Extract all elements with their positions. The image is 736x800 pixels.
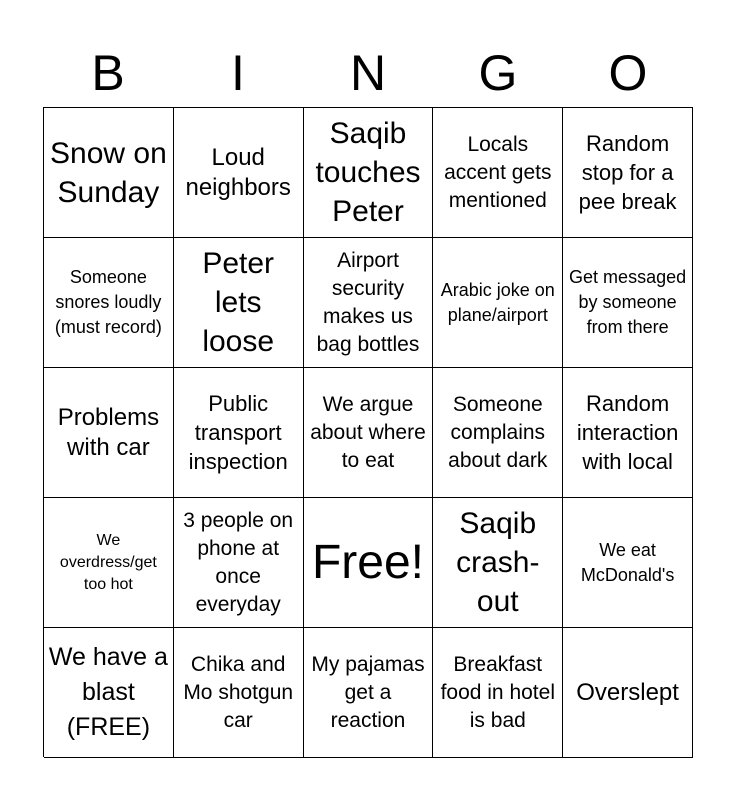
cell-text: Someone complains about dark [448, 392, 548, 472]
cell-text: We eat McDonald's [580, 539, 675, 585]
bingo-cell[interactable] [433, 498, 563, 628]
cell-text: Get messaged by someone from there [569, 267, 687, 337]
cell-text: We overdress/get too hot [59, 531, 157, 593]
bingo-cell[interactable] [304, 108, 434, 238]
cell-text: Public transport inspection [188, 391, 288, 474]
cell-text: My pajamas get a reaction [311, 652, 425, 732]
cell-text: 3 people on phone at once everyday [183, 508, 294, 616]
cell-text: Loud neighbors [185, 143, 291, 201]
bingo-row-1 [44, 108, 693, 238]
bingo-cell[interactable] [563, 238, 693, 368]
bingo-cell[interactable] [433, 368, 563, 498]
bingo-cell[interactable] [304, 368, 434, 498]
bingo-cell[interactable] [174, 108, 304, 238]
bingo-cell[interactable] [174, 238, 304, 368]
bingo-cell[interactable] [563, 368, 693, 498]
bingo-cell[interactable] [433, 238, 563, 368]
bingo-row-3 [44, 368, 693, 498]
bingo-cell[interactable] [174, 628, 304, 758]
cell-text: Locals accent gets mentioned [444, 132, 552, 212]
header-letter-b: B [91, 45, 125, 101]
cell-text: Peter lets loose [202, 247, 275, 358]
cell-text: Chika and Mo shotgun car [183, 652, 294, 732]
bingo-cell[interactable] [44, 368, 174, 498]
bingo-cell[interactable] [433, 628, 563, 758]
bingo-cell[interactable] [44, 108, 174, 238]
bingo-row-4 [44, 498, 693, 628]
cell-text: Problems with car [57, 403, 160, 461]
cell-text: Snow on Sunday [50, 136, 167, 209]
bingo-cell[interactable] [433, 108, 563, 238]
bingo-cell[interactable] [563, 628, 693, 758]
bingo-cell[interactable] [563, 108, 693, 238]
bingo-cell[interactable] [304, 238, 434, 368]
bingo-grid [43, 107, 693, 757]
cell-text: Saqib crash-out [456, 507, 540, 618]
cell-text: Random interaction with local [576, 391, 679, 474]
bingo-cell[interactable] [44, 628, 174, 758]
bingo-header [43, 38, 693, 108]
cell-text: We argue about where to eat [310, 392, 426, 472]
header-letter-i: I [231, 45, 245, 101]
cell-text: We have a blast (FREE) [48, 643, 168, 741]
free-space-text: Free! [311, 535, 424, 589]
bingo-cell[interactable] [304, 628, 434, 758]
free-space-cell[interactable] [304, 498, 434, 628]
bingo-row-2 [44, 238, 693, 368]
cell-text: Saqib touches Peter [315, 117, 421, 228]
bingo-cell[interactable] [44, 498, 174, 628]
cell-text: Random stop for a pee break [578, 131, 677, 214]
cell-text: Breakfast food in hotel is bad [440, 652, 555, 732]
cell-text: Overslept [576, 678, 679, 706]
header-letter-g: G [478, 45, 518, 101]
header-letter-o: O [608, 45, 648, 101]
bingo-cell[interactable] [174, 498, 304, 628]
cell-text: Someone snores loudly (must record) [54, 267, 162, 337]
bingo-row-5 [44, 628, 693, 758]
bingo-cell[interactable] [174, 368, 304, 498]
header-letter-n: N [349, 45, 387, 101]
cell-text: Airport security makes us bag bottles [316, 248, 420, 356]
bingo-cell[interactable] [563, 498, 693, 628]
bingo-cell[interactable] [44, 238, 174, 368]
cell-text: Arabic joke on plane/airport [440, 279, 555, 325]
